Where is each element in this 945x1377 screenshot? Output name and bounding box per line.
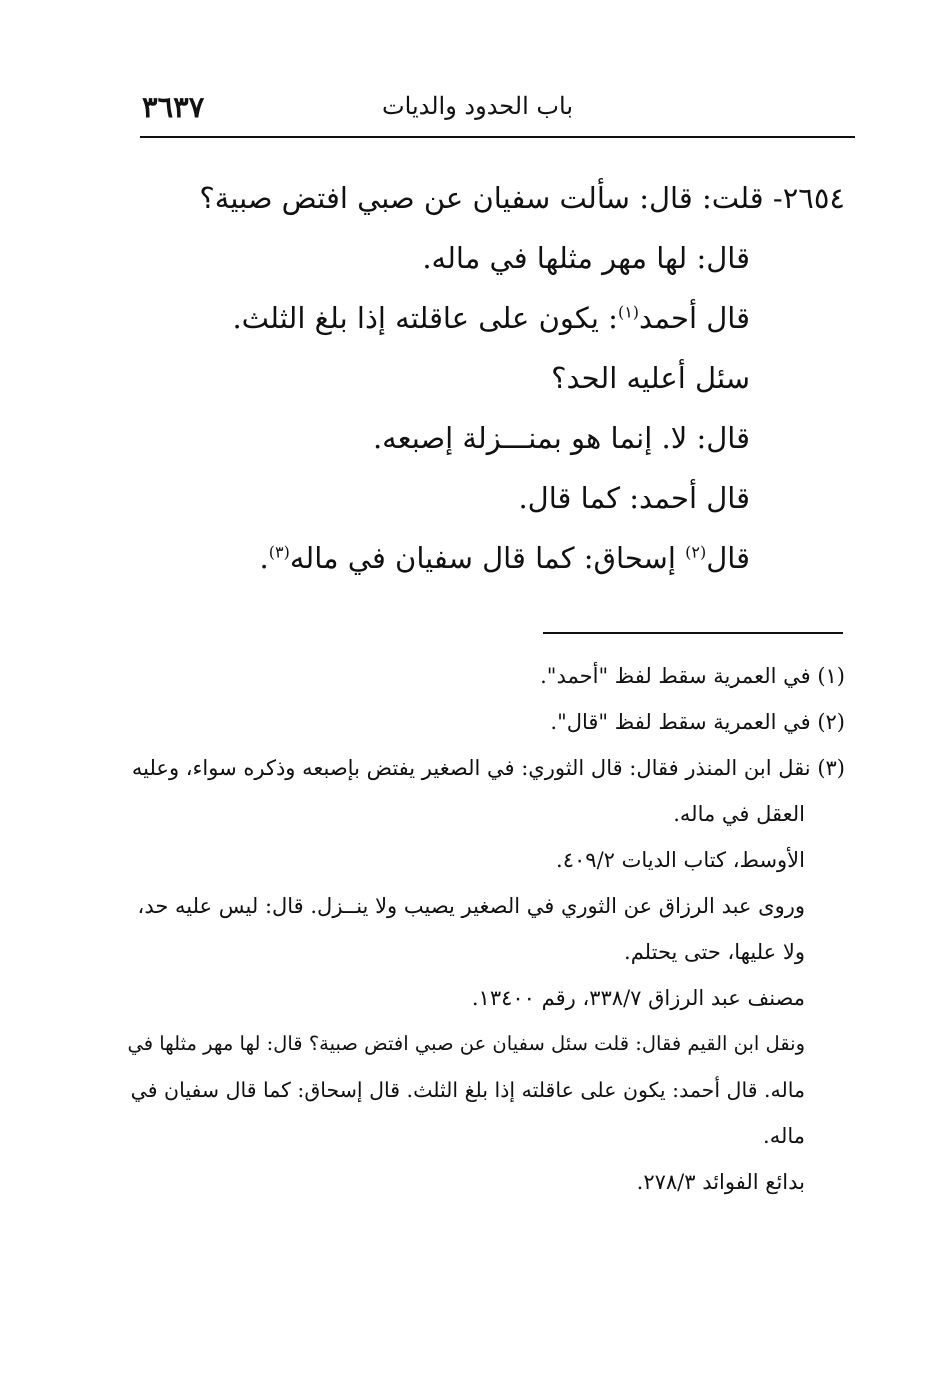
footnote-3-line-1: (٣) نقل ابن المنذر فقال: قال الثوري: في الصغير يفتض بإصبعه وذكره سواء، وعليه — [131, 756, 845, 780]
running-title: باب الحدود والديات — [382, 92, 573, 120]
ahmad-agree-line: قال أحمد: كما قال. — [518, 481, 750, 515]
ahmad-line-rest: : يكون على عاقلته إذا بلغ الثلث. — [232, 301, 618, 335]
ishaq-line-middle: إسحاق: كما قال سفيان في ماله — [289, 541, 686, 575]
page-header — [140, 90, 855, 134]
header-rule — [140, 136, 855, 138]
footnote-3-line-4: وروى عبد الرزاق عن الثوري في الصغير يصيب ولا ينــزل. قال: ليس عليه حد، — [137, 894, 805, 918]
answer-line: قال: لها مهر مثلها في ماله. — [422, 241, 750, 275]
question-line: ٢٦٥٤- قلت: قال: سألت سفيان عن صبي افتض صبية؟ — [199, 181, 845, 215]
footnote-3-source-2: مصنف عبد الرزاق ٣٣٨/٧، رقم ١٣٤٠٠. — [471, 986, 805, 1010]
footnote-ref-2: (٢) — [685, 542, 707, 562]
footnote-3-line-2: العقل في ماله. — [673, 802, 805, 826]
ishaq-line-end: . — [259, 541, 269, 575]
ishaq-line-start: قال — [706, 541, 750, 575]
footnote-3-line-7: ونقل ابن القيم فقال: قلت سئل سفيان عن صبي افتض صبية؟ قال: لها مهر مثلها في — [127, 1032, 805, 1055]
footnote-3-line-5: ولا عليها، حتى يحتلم. — [624, 940, 805, 964]
footnote-separator — [543, 632, 843, 634]
ahmad-line-start: قال أحمد — [639, 301, 750, 335]
ahmad-line — [232, 298, 750, 338]
footnote-3-line-8: ماله. قال أحمد: يكون على عاقلته إذا بلغ الثلث. قال إسحاق: كما قال سفيان في — [130, 1078, 805, 1102]
footnote-ref-3: (٣) — [268, 542, 290, 562]
footnote-2: (٢) في العمرية سقط لفظ "قال". — [550, 710, 845, 734]
footnote-1: (١) في العمرية سقط لفظ "أحمد". — [540, 664, 845, 688]
footnote-ref-1: (١) — [617, 302, 640, 322]
ishaq-line — [260, 538, 751, 578]
page-number: ٣٦٣٧ — [142, 90, 205, 124]
footnote-3-line-9: ماله. — [763, 1124, 805, 1148]
footnote-3-source-3: بدائع الفوائد ٢٧٨/٣. — [636, 1170, 805, 1194]
question-hadd-line: سئل أعليه الحد؟ — [551, 361, 750, 395]
answer-no-line: قال: لا. إنما هو بمنـــزلة إصبعه. — [372, 421, 750, 455]
footnote-3-source-1: الأوسط، كتاب الديات ٤٠٩/٢. — [556, 848, 805, 872]
